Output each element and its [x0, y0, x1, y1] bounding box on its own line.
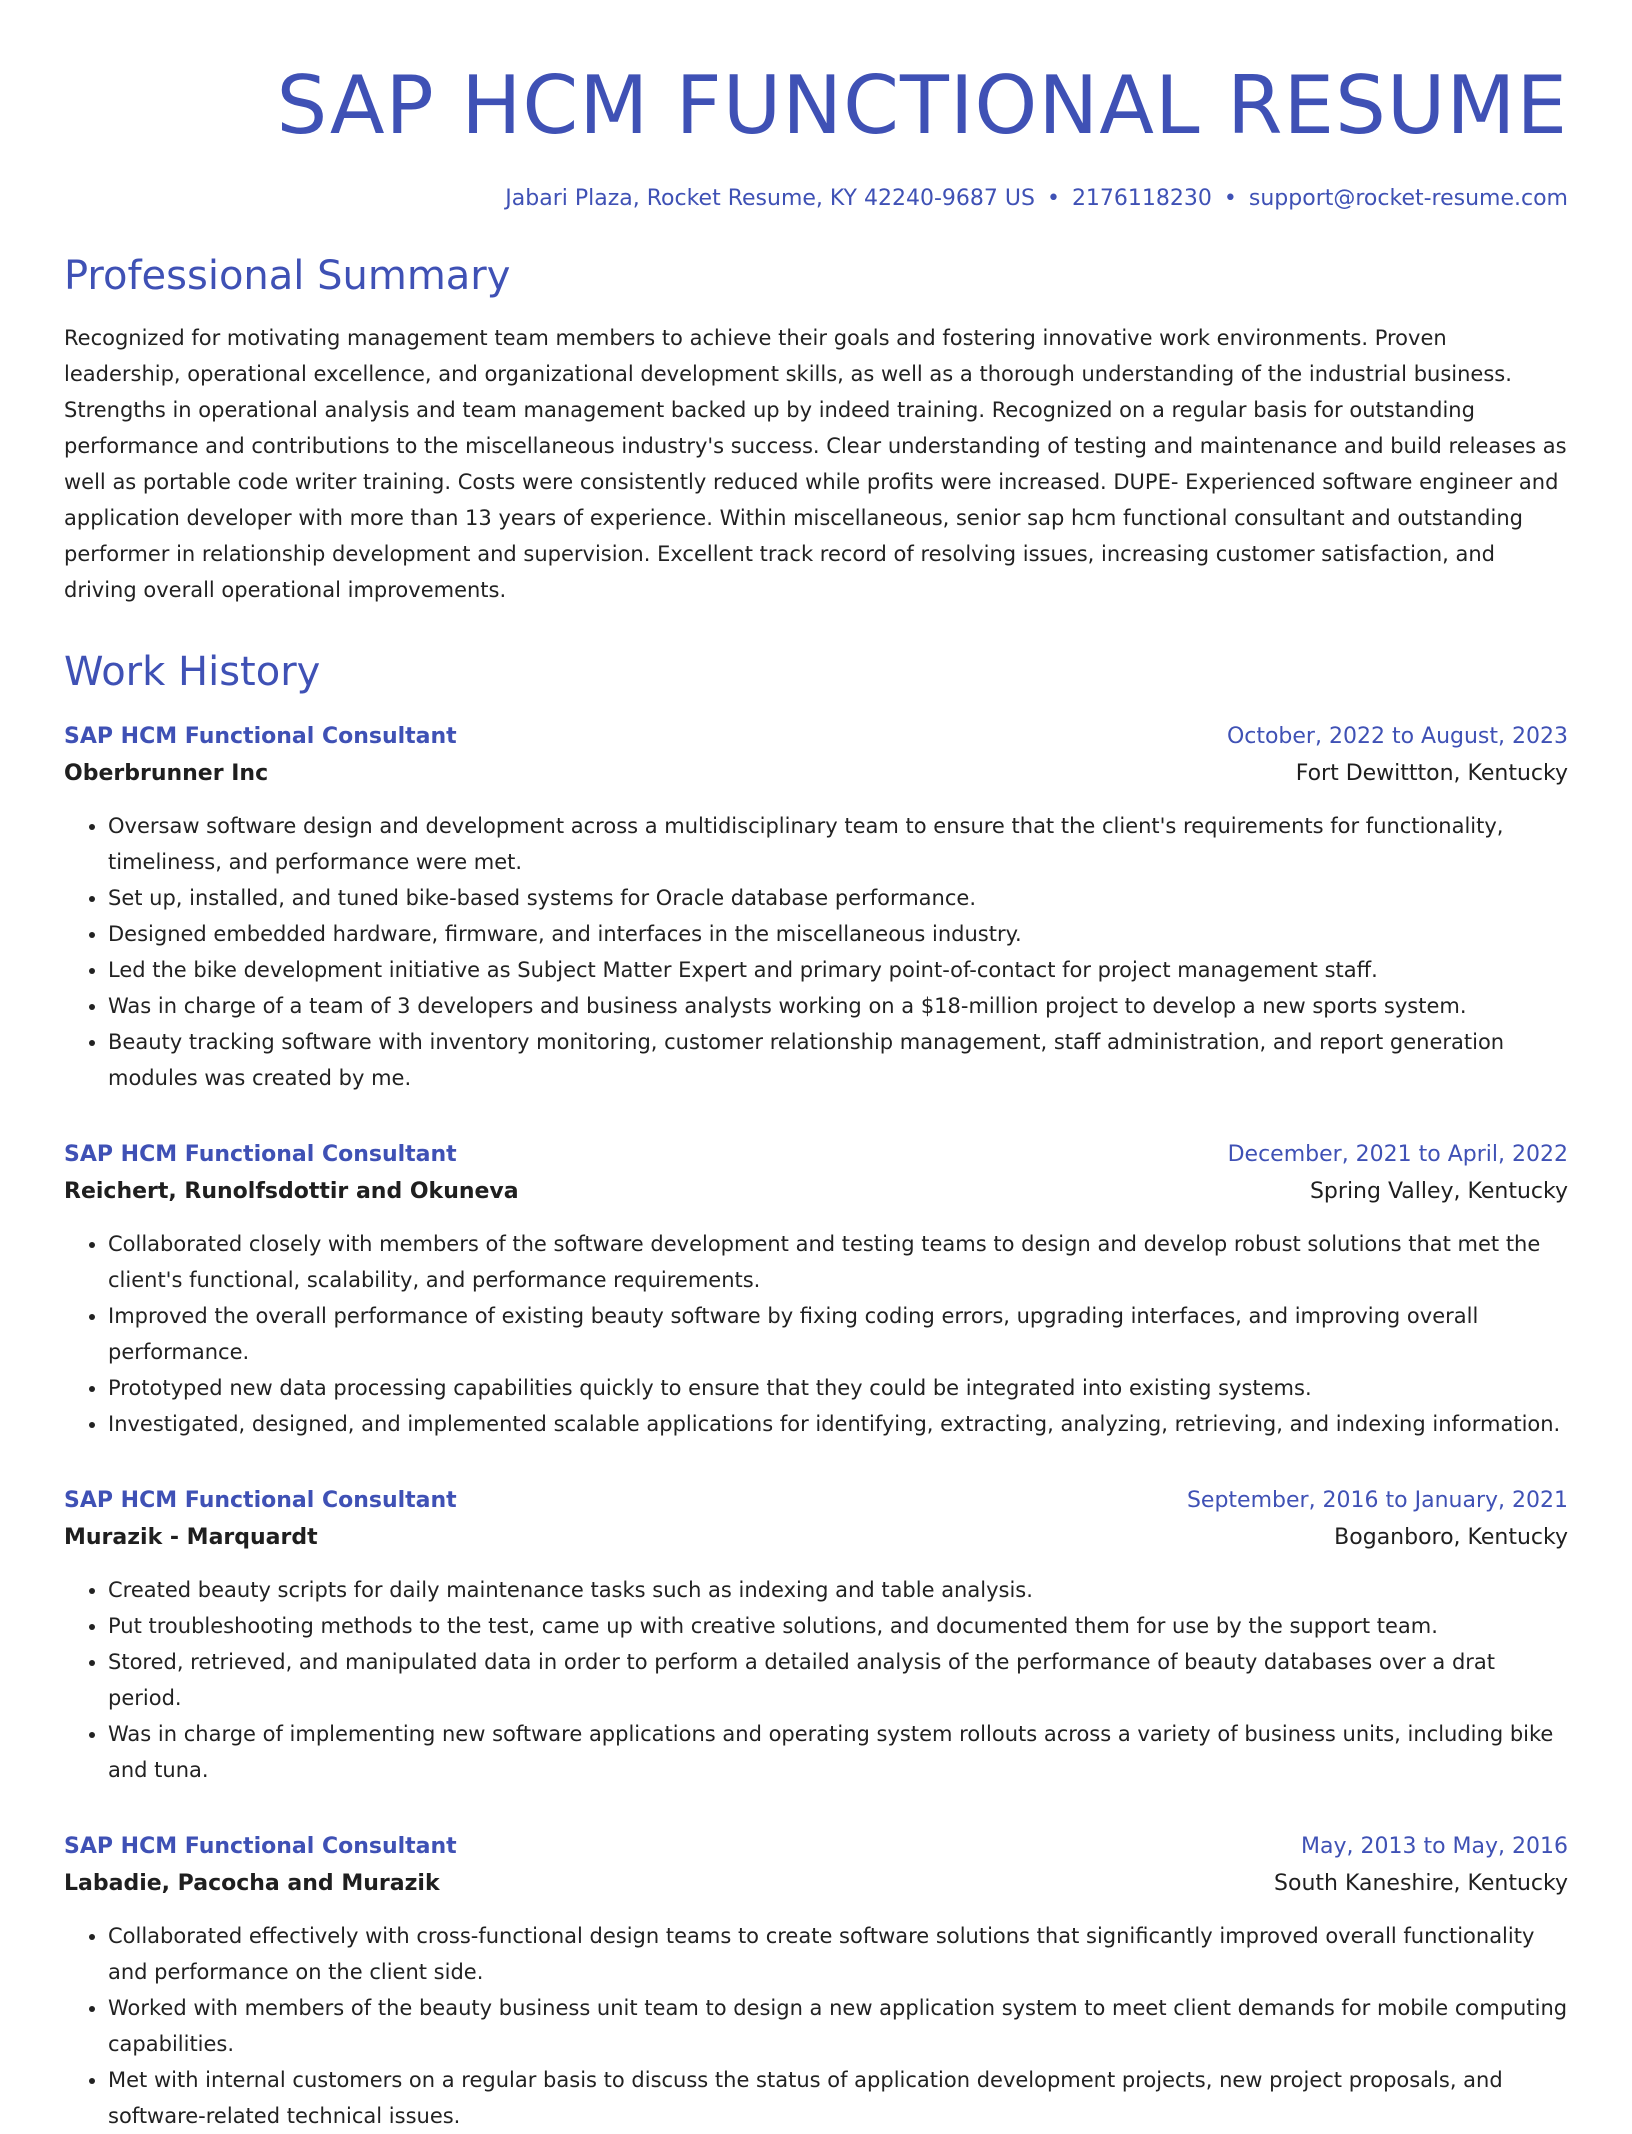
contact-address: Jabari Plaza, Rocket Resume, KY 42240-9687 US [505, 186, 1035, 211]
job-dates: September, 2016 to January, 2021 [1186, 1488, 1568, 1514]
contact-email: support@rocket-resume.com [1248, 186, 1568, 211]
job-bullet: • Created beauty scripts for daily maintenance tasks such as indexing and table analysis. [108, 1572, 1568, 1608]
job-location: South Kaneshire, Kentucky [1274, 1871, 1568, 1897]
job-bullet: • Led the bike development initiative as Subject Matter Expert and primary point-of-contact for project management staff. [108, 952, 1568, 988]
job-company: Oberbrunner Inc [64, 761, 269, 787]
job-dates: December, 2021 to April, 2022 [1227, 1142, 1568, 1168]
job-bullets [64, 1918, 1568, 2134]
job-bullet: • Set up, installed, and tuned bike-based systems for Oracle database performance. [108, 880, 1568, 916]
job-company: Reichert, Runolfsdottir and Okuneva [64, 1179, 519, 1205]
job-dates: October, 2022 to August, 2023 [1226, 724, 1568, 750]
job-location: Fort Dewittton, Kentucky [1295, 761, 1568, 787]
job-bullet: • Put troubleshooting methods to the test, came up with creative solutions, and documented them for use by the support team. [108, 1608, 1568, 1644]
job-bullet: • Designed embedded hardware, firmware, and interfaces in the miscellaneous industry. [108, 916, 1568, 952]
job-bullets [64, 1572, 1568, 1788]
contact-phone: 2176118230 [1071, 186, 1212, 211]
job-title: SAP HCM Functional Consultant [64, 1488, 457, 1514]
job-title: SAP HCM Functional Consultant [64, 1834, 457, 1860]
job-entry [64, 1136, 1568, 1442]
contact-line [64, 186, 1568, 212]
job-bullets [64, 808, 1568, 1096]
job-company: Labadie, Pacocha and Murazik [64, 1871, 440, 1897]
job-entry [64, 1828, 1568, 2134]
job-bullets [64, 1226, 1568, 1442]
summary-text: Recognized for motivating management team members to achieve their goals and fostering innovative work environments. Proven leadership, operational excellence, and organizational development skills, as well as a thorough understanding of the industrial business. Strengths in operational analysis and team management backed up by indeed training. Recognized on a regular basis for outstanding performance and contributions to the miscellaneous industry's success. Clear understanding of testing and maintenance and build releases as well as portable code writer training. Costs were consistently reduced while profits were increased. DUPE- Experienced software engineer and application developer with more than 13 years of experience. Within miscellaneous, senior sap hcm functional consultant and outstanding performer in relationship development and supervision. Excellent track record of resolving issues, increasing customer satisfaction, and driving overall operational improvements. [64, 326, 1567, 603]
job-location: Spring Valley, Kentucky [1309, 1179, 1568, 1205]
job-title: SAP HCM Functional Consultant [64, 1142, 457, 1168]
resume-title: SAP HCM FUNCTIONAL RESUME [276, 59, 1568, 152]
job-bullet: • Prototyped new data processing capabilities quickly to ensure that they could be integrated into existing systems. [108, 1370, 1568, 1406]
resume-header [64, 59, 1568, 212]
job-bullet: • Stored, retrieved, and manipulated data in order to perform a detailed analysis of the performance of beauty databases over a drat period. [108, 1644, 1568, 1716]
work-history-list [64, 718, 1568, 2134]
job-entry [64, 718, 1568, 1096]
job-entry [64, 1482, 1568, 1788]
job-bullet: • Worked with members of the beauty business unit team to design a new application system to meet client demands for mobile computing capabilities. [108, 1990, 1568, 2062]
work-history-heading: Work History [64, 649, 321, 696]
job-bullet: • Met with internal customers on a regular basis to discuss the status of application development projects, new project proposals, and software-related technical issues. [108, 2062, 1568, 2134]
job-location: Boganboro, Kentucky [1334, 1525, 1568, 1551]
job-bullet: • Improved the overall performance of existing beauty software by fixing coding errors, upgrading interfaces, and improving overall performance. [108, 1298, 1568, 1370]
job-bullet: • Beauty tracking software with inventory monitoring, customer relationship management, staff administration, and report generation modules was created by me. [108, 1024, 1568, 1096]
job-bullet: • Oversaw software design and development across a multidisciplinary team to ensure that the client's requirements for functionality, timeliness, and performance were met. [108, 808, 1568, 880]
job-bullet: • Was in charge of implementing new software applications and operating system rollouts across a variety of business units, including bike and tuna. [108, 1716, 1568, 1788]
job-bullet: • Collaborated closely with members of the software development and testing teams to design and develop robust solutions that met the client's functional, scalability, and performance requirements. [108, 1226, 1568, 1298]
job-company: Murazik - Marquardt [64, 1525, 318, 1551]
job-bullet: • Was in charge of a team of 3 developers and business analysts working on a $18-million project to develop a new sports system. [108, 988, 1568, 1024]
contact-separator: • [1223, 186, 1237, 211]
summary-heading: Professional Summary [64, 253, 511, 300]
job-bullet: • Investigated, designed, and implemented scalable applications for identifying, extracting, analyzing, retrieving, and indexing information. [108, 1406, 1568, 1442]
contact-separator: • [1046, 186, 1060, 211]
job-dates: May, 2013 to May, 2016 [1301, 1834, 1568, 1860]
job-title: SAP HCM Functional Consultant [64, 724, 457, 750]
job-bullet: • Collaborated effectively with cross-functional design teams to create software solutions that significantly improved overall functionality and performance on the client side. [108, 1918, 1568, 1990]
